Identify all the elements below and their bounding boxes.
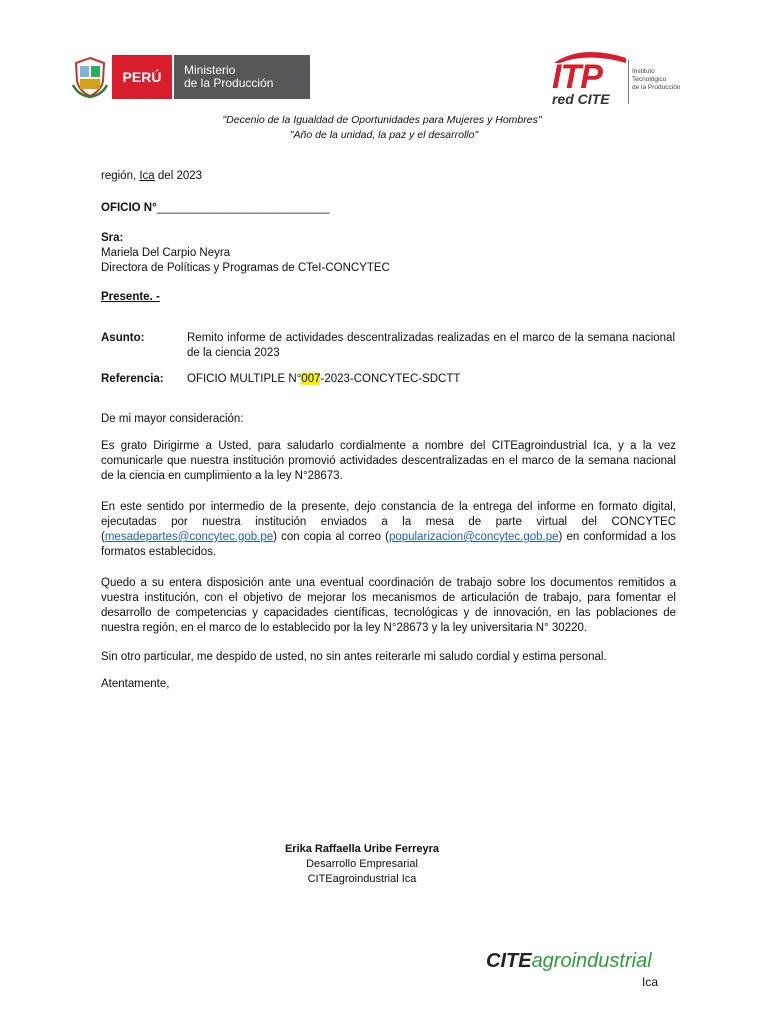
date-suffix: del 2023 (154, 170, 203, 182)
presente: Presente. - (101, 291, 160, 303)
motto-line1: "Decenio de la Igualdad de Oportunidades para Mujeres y Hombres" (222, 114, 542, 126)
recipient-name: Mariela Del Carpio Neyra (101, 247, 231, 259)
referencia-pre: OFICIO MULTIPLE N° (187, 373, 302, 385)
agroindustrial-text: agroindustrial (531, 950, 652, 972)
cite-agroindustrial-logo (486, 950, 652, 973)
peru-label: PERÚ (112, 55, 172, 99)
signature-name: Erika Raffaella Uribe Ferreyra (284, 843, 440, 855)
institute-name (632, 68, 692, 92)
red-cite-text: red CITE (552, 91, 610, 107)
date-prefix: región, (101, 170, 140, 182)
itp-text: ITP (552, 58, 602, 96)
paragraph-1: Es grato Dirigirme a Usted, para saludarlo cordialmente a nombre del CITEagroindustrial Ica, y a la vez comunicarle que nuestra institución promovió actividades descentralizadas en el marco de la semana nacional de la ciencia en cumplimiento a la ley N°28673. (101, 440, 676, 482)
institute-line3: de la Producción (632, 84, 681, 91)
peru-coat-of-arms-icon (70, 55, 110, 99)
ministry-name (174, 55, 310, 99)
popularizacion-email-link[interactable]: popularizacion@concytec.gob.pe (388, 531, 559, 543)
referencia-label: Referencia: (101, 373, 164, 385)
institute-line1: Instituto (632, 68, 655, 75)
logo-divider (628, 60, 629, 104)
paragraph-4: Sin otro particular, me despido de usted, no sin antes reiterarle mi saludo cordial y estima personal. (101, 651, 607, 663)
recipient-salutation: Sra: (101, 232, 124, 244)
oficio-label: OFICIO N° (101, 202, 157, 214)
referencia-post: -2023-CONCYTEC-SDCTT (320, 373, 461, 385)
referencia-number-highlight: 007 (301, 373, 321, 385)
ministry-line2: de la Producción (184, 76, 274, 90)
footer-city: Ica (642, 975, 659, 989)
oficio-blank: ___________________________ (156, 202, 330, 214)
paragraph-2-part-c: ) en conformidad a los formatos establecidos. (101, 531, 676, 558)
asunto-text: Remito informe de actividades descentralizadas realizadas en el marco de la semana nacional de la ciencia 2023 (187, 332, 675, 359)
paragraph-3: Quedo a su entera disposición ante una eventual coordinación de trabajo sobre los documentos remitidos a vuestra institución, con el objetivo de mejorar los mecanismos de articulación de trabajo, para fomentar el desarrollo de competencias y capacidades científicas, tecnológicas y de innovación, en las poblaciones de nuestra región, en el marco de lo establecido por la ley N°28673 y la ley universitaria N° 30220. (101, 577, 676, 634)
date-city: Ica (139, 170, 155, 182)
signature-org: CITEagroindustrial Ica (307, 873, 417, 885)
itp-red-cite-logo (548, 48, 688, 110)
oficio-number (101, 201, 329, 216)
motto-line2: "Año de la unidad, la paz y el desarrollo" (289, 129, 479, 141)
institute-line2: Tecnológico (632, 76, 667, 83)
paragraph-2 (101, 500, 676, 560)
recipient-title: Directora de Políticas y Programas de CTeI-CONCYTEC (101, 262, 390, 274)
greeting: De mi mayor consideración: (101, 413, 244, 425)
signature-role: Desarrollo Empresarial (306, 858, 418, 870)
peru-ministry-logo (70, 55, 310, 99)
asunto-label: Asunto: (101, 332, 145, 344)
referencia-text (187, 372, 460, 387)
closing: Atentamente, (101, 678, 170, 690)
mesadepartes-email-link[interactable]: mesadepartes@concytec.gob.pe (104, 531, 274, 543)
ministry-line1: Ministerio (184, 63, 236, 77)
paragraph-2-part-b: ) con copia al correo ( (273, 531, 389, 543)
paragraph-2-part-a: En este sentido por intermedio de la presente, dejo constancia de la entrega del informe en formato digital, ejecutadas por nuestra institución enviados a la mesa de parte virtual del CONCYTEC ( (101, 501, 676, 543)
cite-text: CITE (486, 950, 532, 972)
letter-date (101, 169, 202, 184)
